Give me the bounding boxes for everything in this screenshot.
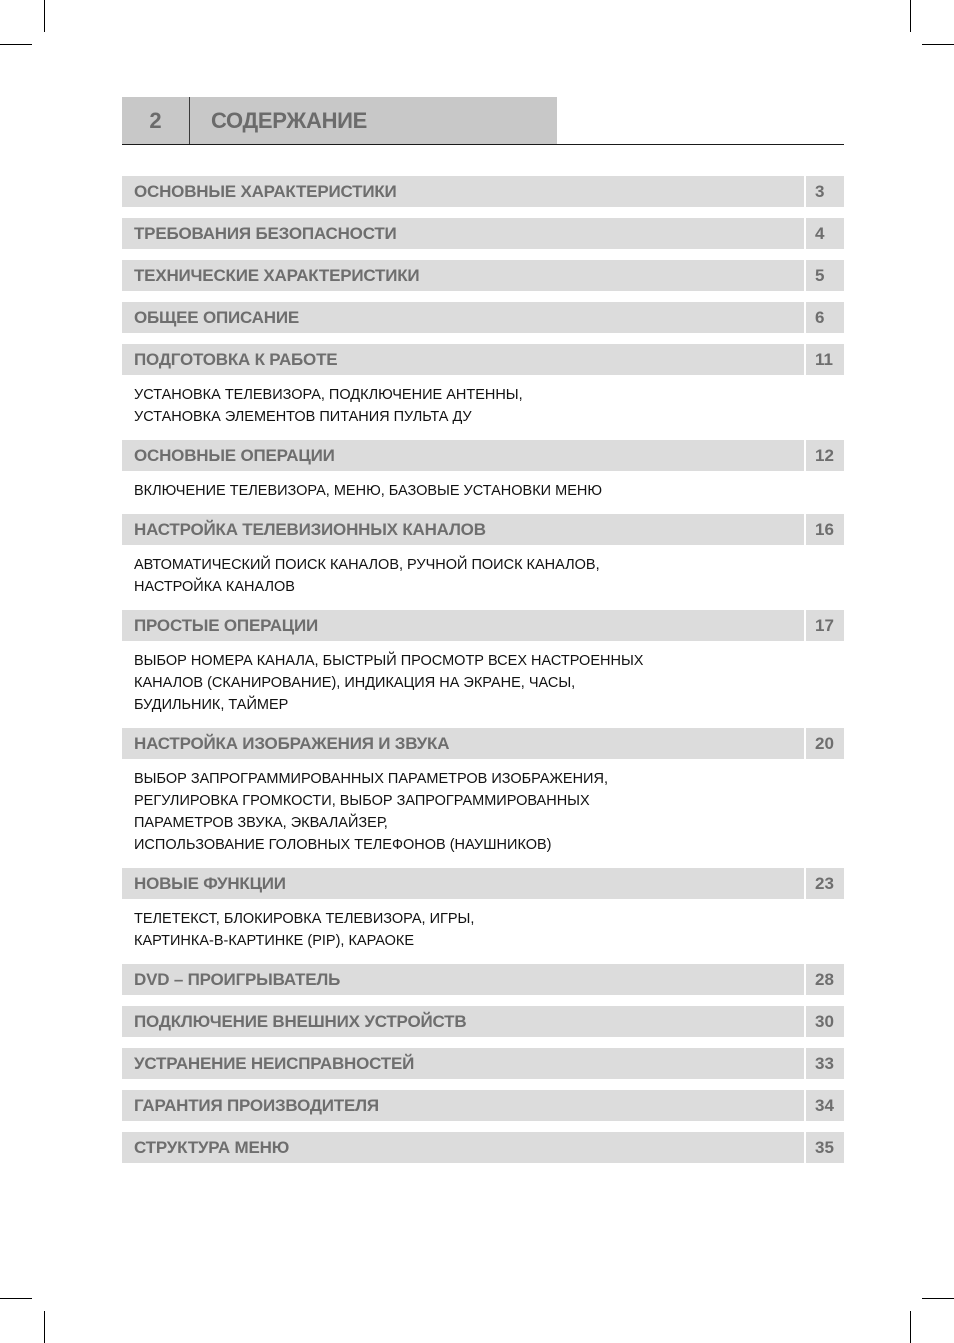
toc-description-line: БУДИЛЬНИК, ТАЙМЕР — [134, 697, 289, 713]
toc-entry-title: ОСНОВНЫЕ ХАРАКТЕРИСТИКИ — [122, 176, 804, 207]
toc-entry-description — [122, 545, 844, 610]
crop-mark — [0, 1298, 32, 1299]
crop-mark — [44, 0, 45, 32]
crop-mark — [910, 0, 911, 32]
toc-entry[interactable] — [122, 344, 844, 375]
toc-entry-page-number: 16 — [806, 514, 844, 545]
toc-entry[interactable] — [122, 868, 844, 899]
page-header — [122, 97, 557, 144]
toc-entry-page-number: 30 — [806, 1006, 844, 1037]
toc-entry-page-number: 23 — [806, 868, 844, 899]
toc-entry[interactable] — [122, 440, 844, 471]
toc-entry-title: УСТРАНЕНИЕ НЕИСПРАВНОСТЕЙ — [122, 1048, 804, 1079]
toc-entry-description — [122, 375, 844, 440]
toc-entry-title: НАСТРОЙКА ТЕЛЕВИЗИОННЫХ КАНАЛОВ — [122, 514, 804, 545]
toc-entry[interactable] — [122, 610, 844, 641]
toc-entry-title: ОСНОВНЫЕ ОПЕРАЦИИ — [122, 440, 804, 471]
toc-entry-page-number: 33 — [806, 1048, 844, 1079]
header-divider — [122, 144, 844, 145]
toc-description-line: КАРТИНКА-В-КАРТИНКЕ (PIP), КАРАОКЕ — [134, 933, 415, 949]
toc-entry-page-number: 5 — [806, 260, 844, 291]
page-number: 2 — [122, 97, 190, 144]
toc-entry-title: DVD – ПРОИГРЫВАТЕЛЬ — [122, 964, 804, 995]
toc-entry[interactable] — [122, 964, 844, 995]
toc-entry[interactable] — [122, 1090, 844, 1121]
toc-entry[interactable] — [122, 1132, 844, 1163]
table-of-contents — [122, 176, 844, 1174]
toc-description-line: ВКЛЮЧЕНИЕ ТЕЛЕВИЗОРА, МЕНЮ, БАЗОВЫЕ УСТАНОВКИ МЕНЮ — [134, 483, 602, 499]
toc-entry-title: ТЕХНИЧЕСКИЕ ХАРАКТЕРИСТИКИ — [122, 260, 804, 291]
toc-entry-page-number: 20 — [806, 728, 844, 759]
toc-entry-title: ПОДГОТОВКА К РАБОТЕ — [122, 344, 804, 375]
toc-entry[interactable] — [122, 514, 844, 545]
toc-description-line: НАСТРОЙКА КАНАЛОВ — [134, 579, 295, 595]
toc-entry-title: НОВЫЕ ФУНКЦИИ — [122, 868, 804, 899]
crop-mark — [922, 44, 954, 45]
crop-mark — [0, 44, 32, 45]
toc-entry-title: ПРОСТЫЕ ОПЕРАЦИИ — [122, 610, 804, 641]
crop-mark — [910, 1311, 911, 1343]
toc-description-line: ИСПОЛЬЗОВАНИЕ ГОЛОВНЫХ ТЕЛЕФОНОВ (НАУШНИКОВ) — [134, 837, 552, 853]
toc-entry-title: ОБЩЕЕ ОПИСАНИЕ — [122, 302, 804, 333]
toc-entry[interactable] — [122, 728, 844, 759]
toc-entry-page-number: 12 — [806, 440, 844, 471]
toc-description-line: ВЫБОР ЗАПРОГРАММИРОВАННЫХ ПАРАМЕТРОВ ИЗОБРАЖЕНИЯ, — [134, 771, 608, 787]
toc-entry[interactable] — [122, 260, 844, 291]
toc-entry[interactable] — [122, 176, 844, 207]
toc-entry-page-number: 17 — [806, 610, 844, 641]
toc-description-line: КАНАЛОВ (СКАНИРОВАНИЕ), ИНДИКАЦИЯ НА ЭКРАНЕ, ЧАСЫ, — [134, 675, 576, 691]
toc-description-line: РЕГУЛИРОВКА ГРОМКОСТИ, ВЫБОР ЗАПРОГРАММИРОВАННЫХ — [134, 793, 590, 809]
toc-description-line: АВТОМАТИЧЕСКИЙ ПОИСК КАНАЛОВ, РУЧНОЙ ПОИСК КАНАЛОВ, — [134, 557, 600, 573]
toc-entry-description — [122, 759, 844, 868]
toc-entry-page-number: 6 — [806, 302, 844, 333]
toc-description-line: ВЫБОР НОМЕРА КАНАЛА, БЫСТРЫЙ ПРОСМОТР ВСЕХ НАСТРОЕННЫХ — [134, 653, 644, 669]
toc-entry[interactable] — [122, 1006, 844, 1037]
toc-entry-title: ТРЕБОВАНИЯ БЕЗОПАСНОСТИ — [122, 218, 804, 249]
toc-entry-title: ПОДКЛЮЧЕНИЕ ВНЕШНИХ УСТРОЙСТВ — [122, 1006, 804, 1037]
toc-entry-page-number: 3 — [806, 176, 844, 207]
toc-entry-title: СТРУКТУРА МЕНЮ — [122, 1132, 804, 1163]
toc-description-line: ПАРАМЕТРОВ ЗВУКА, ЭКВАЛАЙЗЕР, — [134, 815, 388, 831]
toc-entry[interactable] — [122, 1048, 844, 1079]
toc-entry-page-number: 35 — [806, 1132, 844, 1163]
toc-entry-title: ГАРАНТИЯ ПРОИЗВОДИТЕЛЯ — [122, 1090, 804, 1121]
toc-entry-page-number: 11 — [806, 344, 844, 375]
toc-entry-page-number: 34 — [806, 1090, 844, 1121]
toc-entry[interactable] — [122, 218, 844, 249]
page-title: СОДЕРЖАНИЕ — [211, 107, 368, 133]
toc-entry-description — [122, 471, 844, 514]
toc-entry-page-number: 4 — [806, 218, 844, 249]
toc-description-line: УСТАНОВКА ЭЛЕМЕНТОВ ПИТАНИЯ ПУЛЬТА ДУ — [134, 409, 472, 425]
toc-entry-title: НАСТРОЙКА ИЗОБРАЖЕНИЯ И ЗВУКА — [122, 728, 804, 759]
toc-entry-description — [122, 899, 844, 964]
toc-entry[interactable] — [122, 302, 844, 333]
toc-description-line: УСТАНОВКА ТЕЛЕВИЗОРА, ПОДКЛЮЧЕНИЕ АНТЕННЫ, — [134, 387, 523, 403]
crop-mark — [44, 1311, 45, 1343]
toc-entry-page-number: 28 — [806, 964, 844, 995]
toc-description-line: ТЕЛЕТЕКСТ, БЛОКИРОВКА ТЕЛЕВИЗОРА, ИГРЫ, — [134, 911, 475, 927]
crop-mark — [922, 1298, 954, 1299]
toc-entry-description — [122, 641, 844, 728]
